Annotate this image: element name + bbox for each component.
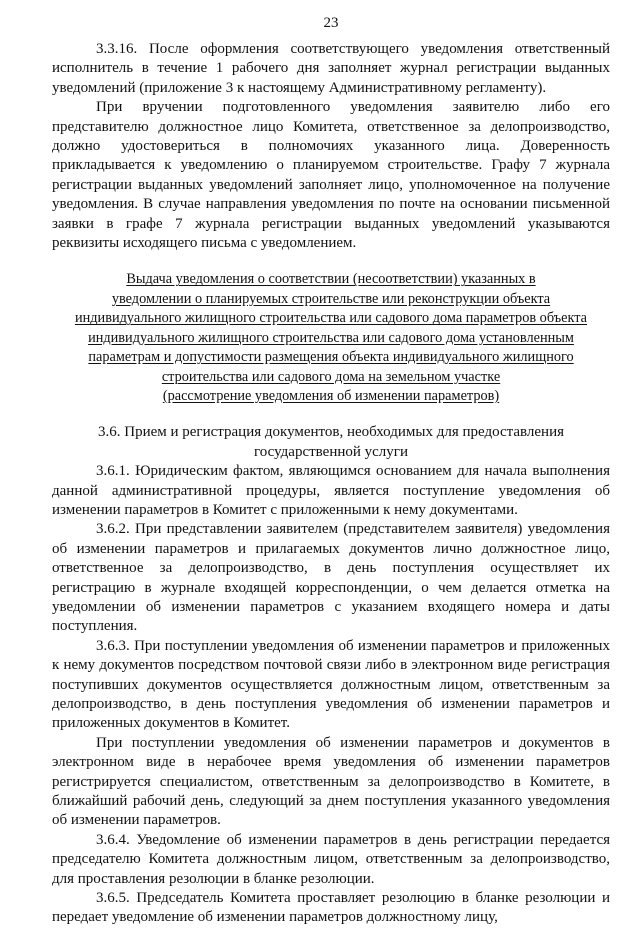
- paragraph-handover: При вручении подготовленного уведомления заявителю либо его представителю должностное лицо Комитета, ответственное за делопроизводство, должно удостовериться в полномочиях указанного лица. Доверенность прикладывается к уведомлению о планируемом строительстве. Графу 7 журнала регистрации выданных уведомлений заполняет лицо, уполномоченное на получение уведомления. В случае направления уведомления по почте на основании письменной заявки в графе 7 журнала регистрации выданных уведомлений указываются реквизиты исходящего письма с уведомлением.: [52, 99, 610, 252]
- heading-line: параметрам и допустимости размещения объекта индивидуального жилищного: [88, 349, 574, 366]
- paragraph-3-6-1: 3.6.1. Юридическим фактом, являющимся основанием для начала выполнения данной административной процедуры, является поступление уведомления об изменении параметров в Комитет с приложенными к нему документами.: [52, 463, 610, 518]
- paragraph-3-6-4: 3.6.4. Уведомление об изменении параметров в день регистрации передается председателю Комитета должностным лицом, ответственным за делопроизводство, для проставления резолюции в бланке резолюции.: [52, 831, 610, 887]
- paragraph-3-6-5: 3.6.5. Председатель Комитета проставляет резолюцию в бланке резолюции и передает уведомление об изменении параметров должностному лицу,: [52, 890, 610, 926]
- heading-line: Выдача уведомления о соответствии (несоответствии) указанных в: [126, 271, 536, 288]
- paragraph-3-3-16: 3.3.16. После оформления соответствующего уведомления ответственный исполнитель в течение 1 рабочего дня заполняет журнал регистрации выданных уведомлений (приложение 3 к настоящему Административному регламенту).: [52, 41, 610, 96]
- subsection-heading: [52, 270, 610, 406]
- heading-line: индивидуального жилищного строительства или садового дома параметров объекта: [74, 310, 588, 327]
- paragraph-electronic-receipt: При поступлении уведомления об изменении параметров и документов в электронном виде в нерабочее время уведомления об изменении параметров регистрируется специалистом, ответственным за делопроизводство в Комитете, в ближайший рабочий день, следующий за днем поступления указанного уведомления об изменении параметров.: [52, 734, 610, 829]
- heading-line: индивидуального жилищного строительства или садового дома установленным: [88, 329, 574, 346]
- page-number: 23: [323, 15, 339, 31]
- paragraph-3-6-3: 3.6.3. При поступлении уведомления об изменении параметров и приложенных к нему документов посредством почтовой связи либо в электронном виде регистрация поступивших документов осуществляется должностным лицом, ответственным за делопроизводство, в день поступления уведомления об изменении параметров и приложенных документов в Комитет.: [52, 637, 610, 732]
- section-title-line: 3.6. Прием и регистрация документов, необходимых для предоставления: [97, 424, 565, 441]
- heading-line: (рассмотрение уведомления об изменении параметров): [162, 387, 500, 404]
- section-title-line: государственной услуги: [254, 443, 408, 460]
- paragraph-3-6-2: 3.6.2. При представлении заявителем (представителем заявителя) уведомления об изменении параметров и прилагаемых документов лично должностное лицо, ответственное за делопроизводство, в день поступления осуществляет их регистрацию в журнале входящей корреспонденции, о чем делается отметка на уведомлении об изменении параметров с указанием входящего номера и даты поступления.: [52, 521, 610, 635]
- heading-line: строительства или садового дома на земельном участке: [161, 368, 501, 385]
- section-title-3-6: [52, 423, 610, 462]
- heading-line: уведомлении о планируемых строительстве или реконструкции объекта: [111, 290, 551, 307]
